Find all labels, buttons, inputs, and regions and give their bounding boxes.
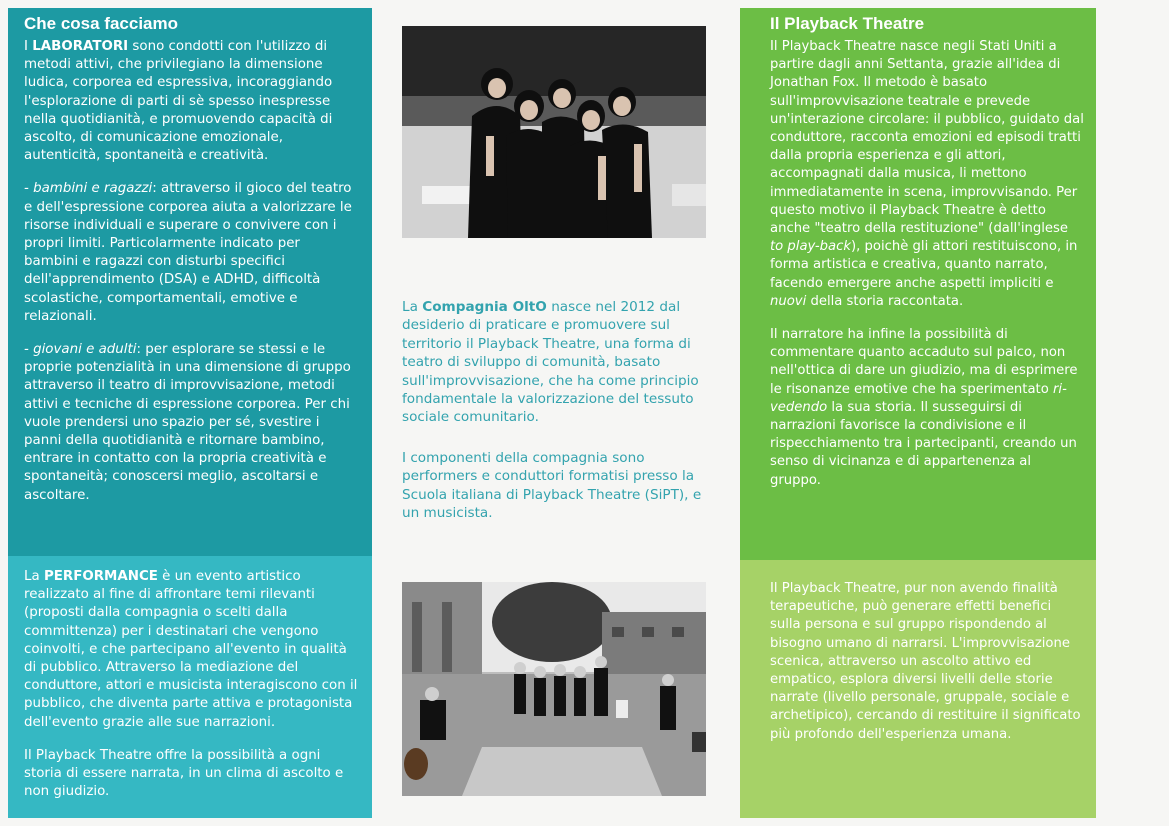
perf-prefix: La	[24, 569, 44, 584]
finalita-paragraph: Il Playback Theatre, pur non avendo finalità terapeutiche, può generare effetti benefici sulla persona e sul gruppo rispondendo al bisogno umano di narrarsi. L'improvvisazione scenica, attraverso un ascolto attivo ed empatico, esplora diversi livelli delle storie narrate (livello personale, gruppale, sociale e archetipico), cercando di restituire il significato più profondo dell'esperienza umana.	[770, 581, 1081, 742]
giovani-label: - giovani e adulti	[24, 342, 137, 358]
compagnia-text: nasce nel 2012 dal desiderio di praticare e promuovere sul territorio il Playback Theatre, una forma di teatro di sviluppo di comunità, basato sull'improvvisazione, che ha come principio fondamentale la valorizzazione del tessuto sociale comunitario.	[402, 299, 699, 426]
left-panel-top	[8, 8, 372, 556]
giovani-text: : per esplorare se stessi e le proprie potenzialità in una dimensione di gruppo attraverso il teatro di improvvisazione, metodi attivi e tecniche di espressione corporea. Per chi vuole prendersi uno spazio per sé, svestire i panni della quotidianità e ritornare bambino, entrare in contatto con la propria creatività e spontaneità; conoscersi meglio, ascoltarsi e ascoltare.	[24, 342, 351, 503]
compagnia-name: Compagnia OltO	[422, 299, 547, 315]
intro-em-nuovi: nuovi	[770, 293, 807, 309]
bambini-label: - bambini e ragazzi	[24, 181, 153, 197]
intro-em-playback: to play-back	[770, 239, 851, 255]
bambini-text: : attraverso il gioco del teatro e dell'espressione corporea aiuta a valorizzare le risorse individuali e superare o convivere con i propri limiti. Particolarmente indicato per bambini e ragazzi con disturbi specifici dell'apprendimento (DSA) e ADHD, difficoltà scolastiche, comportamentali, emotive e relazionali.	[24, 181, 352, 324]
group-photo-image	[402, 26, 706, 238]
intro-text-b: ), poichè gli attori restituiscono, in forma artistica e creativa, quanto narrato, facendo emergere anche aspetti impliciti e	[770, 239, 1078, 291]
right-panel-top	[740, 8, 1096, 560]
right-panel-bottom	[740, 560, 1096, 818]
perf-text: è un evento artistico realizzato al fine di affrontare temi rilevanti (proposti dalla compagnia o scelti dalla committenza) per i destinatari che vengono coinvolti, e che partecipano all'evento in qualità di pubblico. Attraverso la mediazione del conduttore, attori e musicista interagiscono con il pubblico, che diventa parte attiva e protagonista dell'evento grazie alle sue narrazioni.	[24, 569, 358, 730]
componenti-paragraph: I componenti della compagnia sono performers e conduttori formatisi presso la Scuola italiana di Playback Theatre (SiPT), e un musicista.	[402, 449, 702, 522]
narratore-paragraph	[770, 326, 1084, 490]
perf-strong: PERFORMANCE	[43, 569, 158, 584]
playback-intro-paragraph	[770, 38, 1084, 311]
performance-photo-image	[402, 582, 706, 796]
lab-strong: LABORATORI	[32, 39, 129, 54]
compagnia-paragraph	[402, 298, 714, 427]
laboratori-paragraph	[24, 38, 358, 165]
left-panel-bottom	[8, 556, 372, 818]
narratore-text-a: Il narratore ha infine la possibilità di commentare quanto accaduto sul palco, non nell'ottica di dare un giudizio, ma di esprimere le risonanze emotive che ha sperimentato	[770, 327, 1078, 397]
intro-text-c: della storia raccontata.	[806, 293, 964, 309]
bambini-paragraph	[24, 180, 358, 326]
narratore-text-b: la sua storia. Il susseguirsi di narrazioni favorisce la condivisione e il rispecchiamento tra i partecipanti, creando un senso di vicinanza e di appartenenza al gruppo.	[770, 399, 1077, 488]
playback-offer-paragraph: Il Playback Theatre offre la possibilità a ogni storia di essere narrata, in un clima di ascolto e non giudizio.	[24, 747, 344, 800]
performance-paragraph	[24, 568, 358, 732]
intro-text-a: Il Playback Theatre nasce negli Stati Uniti a partire dagli anni Settanta, grazie all'idea di Jonathan Fox. Il metodo è basato sull'improvvisazione teatrale e prevede un'interazione circolare: il pubblico, guidato dal conduttore, racconta emozioni ed episodi tratti dalla propria esperienza e gli attori, accompagnati dalla musica, li mettono immediatamente in scena, improvvisando. Per questo motivo il Playback Theatre è detto anche "teatro della restituzione" (dall'inglese	[770, 39, 1084, 237]
compagnia-prefix: La	[402, 299, 423, 315]
middle-text-block	[402, 298, 714, 544]
left-heading: Che cosa facciamo	[24, 14, 179, 33]
lab-prefix: I	[24, 39, 33, 54]
lab-text: sono condotti con l'utilizzo di metodi attivi, che privilegiano la dimensione ludica, corporea ed espressiva, incoraggiando l'esplorazione di parti di sè spesso inespresse nella quotidianità, e promuovendo capacità di ascolto, di comunicazione emozionale, autenticità, spontaneità e creatività.	[24, 39, 333, 164]
giovani-paragraph	[24, 341, 358, 505]
right-heading: Il Playback Theatre	[770, 14, 925, 33]
narratore-em: ri-vedendo	[770, 381, 1067, 415]
